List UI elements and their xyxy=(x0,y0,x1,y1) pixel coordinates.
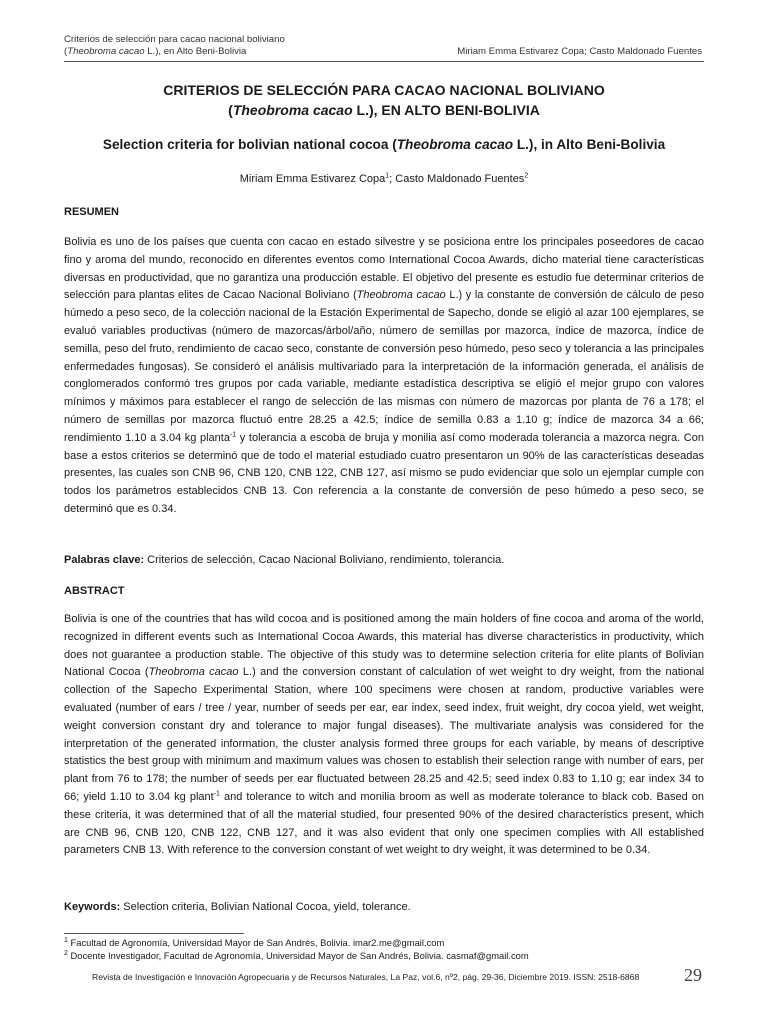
title-spanish-line1: CRITERIOS DE SELECCIÓN PARA CACAO NACIONAL BOLIVIANO xyxy=(163,82,605,98)
species-name: Theobroma cacao xyxy=(232,102,353,118)
running-header-left xyxy=(64,34,285,58)
footnote-1: $^1$ Facultad de Agronomía, Universidad Mayor de San Andrés, Bolivia. imar2.me@gmail.com xyxy=(64,936,445,948)
page-number: 29 xyxy=(684,965,702,985)
author-list: Miriam Emma Estivarez Copa$^1$; Casto Maldonado Fuentes$^2$ xyxy=(239,172,529,185)
footnote-divider xyxy=(64,933,244,934)
footnote-2: $^2$ Docente Investigador, Facultad de Agronomía, Universidad Mayor de San Andrés, Bolivia. casmaf@gmail.com xyxy=(64,949,529,961)
species-name: Theobroma cacao xyxy=(396,137,514,152)
resumen-body: Bolivia es uno de los países que cuenta con cacao en estado silvestre y se posiciona entre los principales poseedores de cacao fino y aroma del mundo, reconocido en diferentes eventos como International Cocoa Awards, dicho material tiene características diversas en productividad, que no garantiza una producción estable. El objetivo del presente es estudio fue determinar criterios de selección para plantas elites de Cacao Nacional Boliviano (Theobroma cacao L.) y la constante de conversión de cálculo de peso húmedo a peso seco, de la colección nacional de la Estación Experimental de Sapecho, donde se eligió al azar 100 ejemplares, se evaluó variables productivas (número de mazorcas/árbol/año, número de semillas por mazorca, índice de mazorca, índice de semilla, peso del fruto, rendimiento de cacao seco, constante de conversión peso húmedo, peso seco y tolerancia a las principales enfermedades fungosas). Se consideró el análisis multivariado para la interpretación de la información generada, el análisis de conglomerados conformó tres grupos por cada variable, mediante estadística descriptiva se eligió el mejor grupo con valores mínimos y máximos para establecer el rango de selección de las mismas con número de mazorcas por planta de 76 a 178; el número de semillas por mazorca fluctuó entre 28.25 a 42.5; índice de semilla 0.83 a 1.10 g; índice de mazorca 34 a 66; rendimiento 1.10 a 3.04 kg planta$^{-1}$ y tolerancia a escoba de bruja y monilia así como moderada tolerancia a mazorca negra. Con base a estos criterios se determinó que de todo el material estudiado cuatro presentaron un 90% de las características deseadas presentes, las cuales son CNB 96, CNB 120, CNB 122, CNB 127, así mismo se pudo evidenciar que solo un ejemplar cumple con todos los parámetros establecidos CNB 13. Con referencia a la constante de conversión de peso húmedo a peso seco, se determinó que es 0.34. xyxy=(64,236,704,515)
header-divider xyxy=(64,61,704,62)
author-1: Miriam Emma Estivarez Copa xyxy=(239,173,386,185)
running-header-line2: (Theobroma cacao L.), en Alto Beni-Bolivia xyxy=(64,46,247,57)
resumen-heading: RESUMEN xyxy=(64,206,120,218)
running-header-right: Miriam Emma Estivarez Copa; Casto Maldonado Fuentes xyxy=(457,46,702,57)
author-2-affiliation-mark: 2 xyxy=(524,172,529,180)
author-1-affiliation-mark: 1 xyxy=(385,172,390,180)
journal-citation: Revista de Investigación e Innovación Agropecuaria y de Recursos Naturales, La Paz, vol.6, nº2, pág. 29-36, Diciembre 2019. ISSN: 2518-6868 xyxy=(92,972,640,982)
title-spanish-line2: (Theobroma cacao L.), EN ALTO BENI-BOLIVIA xyxy=(228,102,540,118)
author-2: Casto Maldonado Fuentes xyxy=(395,173,525,185)
species-name: Theobroma cacao xyxy=(148,666,239,679)
palabras-clave: Palabras clave: Criterios de selección, Cacao Nacional Boliviano, rendimiento, tolerancia. xyxy=(64,554,505,566)
title-english: Selection criteria for bolivian national cocoa (Theobroma cacao L.), in Alto Beni-Bolivia xyxy=(102,137,666,152)
abstract-body: Bolivia is one of the countries that has wild cocoa and is positioned among the main holders of fine cocoa and aroma of the world, recognized in different events such as International Cocoa Awards, this material has diverse characteristics in productivity, which does not guarantee a production stable. The objective of this study was to determine selection criteria for elite plants of Bolivian National Cocoa (Theobroma cacao L.) and the conversion constant of calculation of wet weight to dry weight, from the national collection of the Sapecho Experimental Station, where 100 specimens were chosen at random, productive variables were evaluated (number of ears / tree / year, number of seeds per ear, ear index, seed index, fruit weight, dry cocoa yield, wet weight, weight conversion constant dry and tolerance to major fungal diseases). The multivariate analysis was considered for the interpretation of the generated information, the cluster analysis formed three groups for each variable, by means of descriptive statistics the best group with minimum and maximum values was chosen to establish their selection range with number of ears, per plant from 76 to 178; the number of seeds per ear fluctuated between 28.25 and 42.5; seed index 0.83 to 1.10 g; ear index 34 to 66; yield 1.10 to 3.04 kg plant$^{-1}$ and tolerance to witch and monilia broom as well as moderate tolerance to black cob. Based on these criteria, it was determined that of all the material studied, four presented 90% of the desired characteristics present, which are CNB 96, CNB 120, CNB 122, CNB 127, and it was also evident that only one specimen complies with All established parameters CNB 13. With reference to the conversion constant of wet weight to dry weight, it was determined to be 0.34. xyxy=(64,613,705,857)
keywords-label: Keywords: xyxy=(64,901,121,913)
keywords: Keywords: Selection criteria, Bolivian National Cocoa, yield, tolerance. xyxy=(64,901,411,913)
palabras-clave-label: Palabras clave: xyxy=(64,554,145,566)
abstract-heading: ABSTRACT xyxy=(64,585,125,597)
species-name: Theobroma cacao xyxy=(356,289,446,302)
title-spanish xyxy=(64,80,704,120)
running-header-line1: Criterios de selección para cacao nacional boliviano xyxy=(64,34,285,45)
species-name: Theobroma cacao xyxy=(67,46,145,57)
